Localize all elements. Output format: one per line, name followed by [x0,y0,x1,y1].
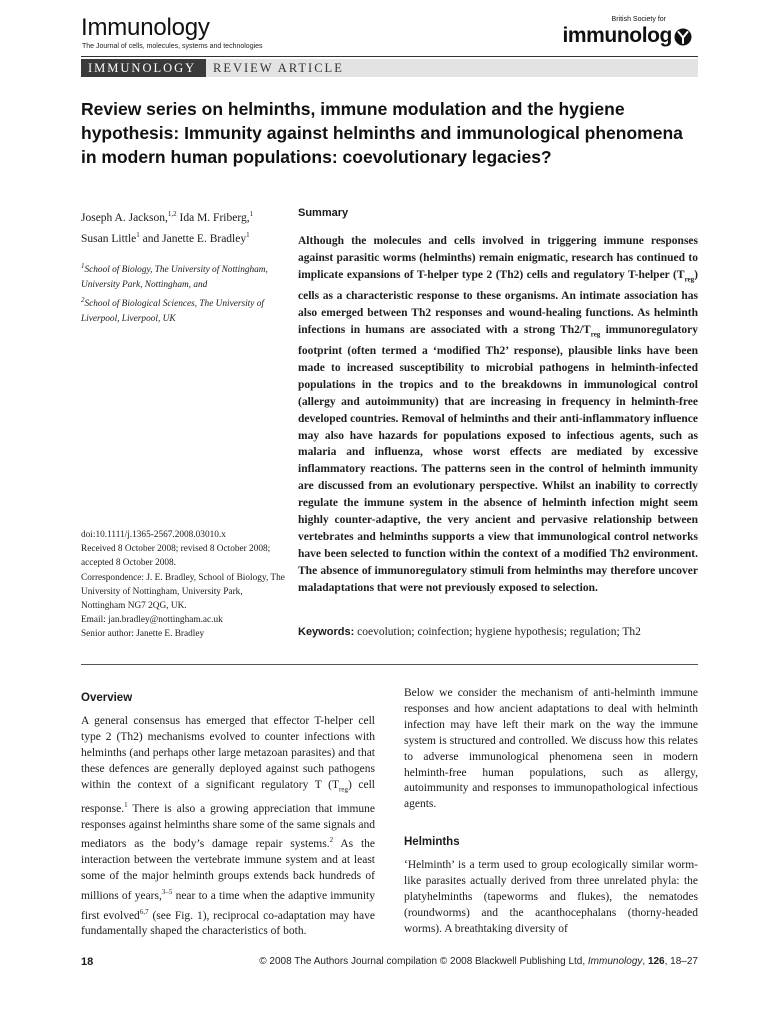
footer-journal: Immunology [587,956,643,967]
society-name-small: British Society for [611,16,666,23]
helminths-paragraph: ‘Helminth’ is a term used to group ecologically similar worm-like parasites actually derived from three unrelated phyla: the platyhelminths (tapeworms and flukes), the nematodes (roundworms) and the acanthocephalans (thorny-headed worms). A breathtaking diversity of [404,859,698,935]
antibody-y-icon [674,28,692,46]
affiliations [81,259,281,327]
author-2: Ida M. Friberg, [176,211,250,224]
left-column [81,692,375,940]
article-metadata [81,528,286,642]
affiliation-1-text: School of Biology, The University of Nottingham, University Park, Nottingham, and [81,265,268,291]
page-footer [81,956,698,972]
affiliation-2-mark: 2 [81,296,85,305]
citation-4[interactable]: 6,7 [139,907,149,916]
overview-text-3: There is also a growing appreciation that immune responses against helminths share some of the same signals and mediators as the body’s damage repair systems. [81,802,375,851]
affiliation-1-mark: 1 [81,262,85,270]
summary-text [298,233,698,597]
author-3: Susan Little [81,232,137,245]
citation-3[interactable]: 3–5 [161,888,173,897]
senior-author: Senior author: Janette E. Bradley [81,629,205,640]
overview-text-4: As the interaction between the vertebrate immune system and at least some of the major helminth groups extends back hundreds of millions of years, [81,838,375,902]
society-logo [538,14,698,56]
author-list [81,206,281,248]
overview-subscript: reg [339,784,348,793]
doi[interactable]: doi:10.1111/j.1365-2567.2008.03010.x [81,530,226,540]
journal-name: Immunology [81,14,210,41]
keywords-label: Keywords: [298,626,355,638]
intro-paragraph: Below we consider the mechanism of anti-helminth immune responses and how ancient adaptations to deal with helminth infection may have left their mark on the way the immune system is structured and controlled. We discuss how this relates to adverse immunological phenomena seen in modern helminth-free human populations, such as allergy, autoimmunity and responses to immunopathological infectious agents. [404,687,698,811]
author-2-affil: 1 [249,210,254,218]
overview-paragraph [81,714,375,940]
banner-section: IMMUNOLOGY [81,59,206,77]
author-1: Joseph A. Jackson, [81,211,168,224]
overview-text-5: near to a time when the adaptive immunity first evolved [81,889,375,922]
banner-type: REVIEW ARTICLE [206,59,698,77]
right-column [404,686,698,938]
overview-text-2: ) cell response. [81,778,375,815]
journal-subtitle: The Journal of cells, molecules, systems and technologies [82,43,263,50]
journal-header [81,14,698,56]
summary-heading: Summary [298,207,349,219]
affiliation-1 [81,259,281,293]
author-1-affil: 1,2 [167,210,177,218]
correspondence: Correspondence: J. E. Bradley, School of Biology, The University of Nottingham, University Park, Nottingham NG7 2QG, UK. [81,572,285,612]
copyright-line [259,956,698,967]
article-type-banner [81,59,698,77]
keywords-list: coevolution; coinfection; hygiene hypothesis; regulation; Th2 [357,626,641,638]
citation-2[interactable]: 2 [329,836,334,845]
received-dates: Received 8 October 2008; revised 8 October 2008; accepted 8 October 2008. [81,544,271,569]
citation-1[interactable]: 1 [124,800,128,809]
footer-sep: , [642,956,648,967]
summary-part-c: immunoregulatory footprint (often termed a ‘modified Th2’ response), plausible links have been made to increased susceptibility to microbial pathogens in helminth-infected populations in the tropics and to the breakdowns in immunological control (allergy and autoimmunity) that are increasing in frequency in helminth-free developed countries. Removal of helminths and their anti-inflammatory influence may also have hazards for populations exposed to infectious agents, such as malaria and influenza, whose worst effects are mediated by excessive inflammatory reactions. The patterns seen in the control of helminth immunity are discussed from an evolutionary perspective. Whilst an inability to correctly regulate the immune system in the absence of helminth infection might seem highly counter-adaptive, the very ancient and pervasive relationship between vertebrates and helminths supports a view that immunological control networks have been selected to function within the context of a modified Th2 environment. The absence of immunoregulatory stimuli from helminths may therefore uncover maladaptations that were not previously exposed to selection. [298,323,699,594]
summary-subscript-2: reg [590,330,601,339]
keywords [298,626,698,638]
overview-text-1: A general consensus has emerged that effector T-helper cell type 2 (Th2) mechanisms evolved to counter infections with helminths (and perhaps other large metazoan parasites) and that these defences are generally deployed against such pathogens within the context of a significant regulatory T (T [81,715,375,791]
summary-subscript-1: reg [684,275,695,284]
overview-text-6: (see Fig. 1), reciprocal co-adaptation may have fundamentally shaped the characteristics of both. [81,909,375,938]
body-divider [81,664,698,665]
footer-pages: , 18–27 [664,956,698,967]
overview-heading: Overview [81,692,133,704]
page-number: 18 [81,956,94,968]
email[interactable]: Email: jan.bradley@nottingham.ac.uk [81,615,223,626]
affiliation-2-text: School of Biological Sciences, The University of Liverpool, Liverpool, UK [81,299,264,325]
summary-part-b: ) cells as a characteristic response to these organisms. An intimate association has also emerged between Th2 responses and wound-healing functions. As helminth infections in humans are associated with a strong Th2/T [298,268,698,336]
footer-volume: 126 [647,956,665,967]
author-4: and Janette E. Bradley [139,232,247,245]
copyright-text: © 2008 The Authors Journal compilation © 2008 Blackwell Publishing Ltd, [259,956,588,967]
article-title: Review series on helminths, immune modulation and the hygiene hypothesis: Immunity against helminths and immunological phenomena in modern human populations: coevolutionary legacies? [81,99,683,167]
helminths-heading: Helminths [404,836,460,849]
header-divider [81,56,698,57]
author-4-affil: 1 [246,230,250,239]
summary-part-a: Although the molecules and cells involved in triggering immune responses against parasitic worms (helminths) remain enigmatic, research has continued to implicate expansions of T-helper type 2 (Th2) cells and regulatory T-helper (T [298,235,698,281]
author-3-affil: 1 [136,230,140,239]
society-name-big: immunolog [562,24,672,47]
affiliation-2 [81,293,281,327]
